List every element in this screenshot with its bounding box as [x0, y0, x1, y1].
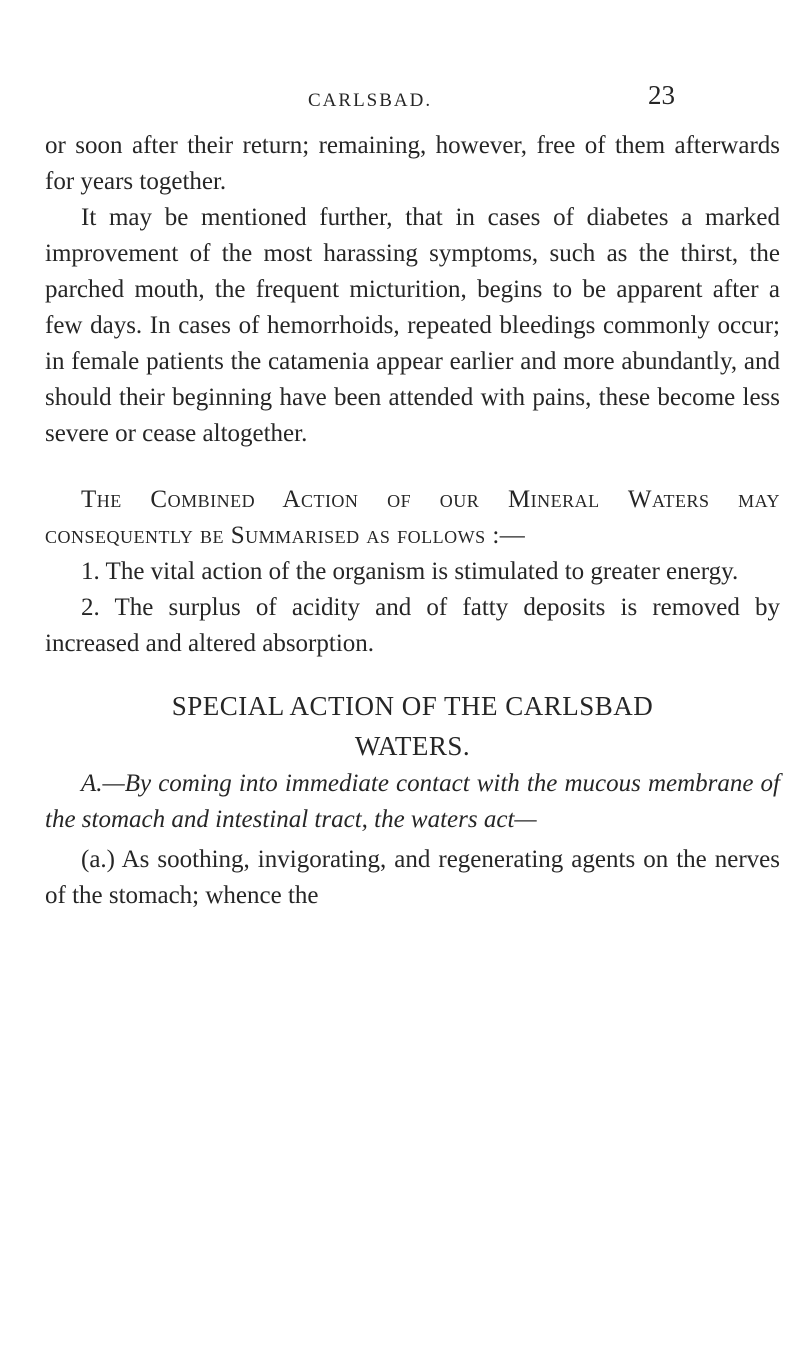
paragraph-a-sub: (a.) As soothing, invigorating, and regenerating agents on the nerves of the stomach; whence the: [45, 846, 780, 909]
list-item-2: 2. The surplus of acidity and of fatty deposits is removed by increased and altered absorption.: [45, 594, 780, 657]
special-heading-line-2: WATERS.: [354, 731, 471, 761]
special-heading-line-1: SPECIAL ACTION OF THE CARLSBAD: [171, 691, 654, 721]
section-heading-special-action: [45, 686, 780, 766]
paragraph-a: A.—By coming into immediate contact with the mucous membrane of the stomach and intestinal tract, the waters act—: [45, 770, 780, 833]
page-number: 23: [648, 80, 675, 110]
running-title: CARLSBAD.: [308, 90, 433, 111]
section-heading-combined-action: The Combined Action of our Mineral Waters may consequently be Summarised as follows :—: [45, 486, 780, 549]
running-head: [0, 80, 800, 116]
list-item-1: 1. The vital action of the organism is stimulated to greater energy.: [81, 558, 739, 585]
paragraph-diabetes: It may be mentioned further, that in cases of diabetes a marked improvement of the most harassing symptoms, such as the thirst, the parched mouth, the frequent micturition, begins to be apparent after a few days. In cases of hemorrhoids, repeated bleedings commonly occur; in female patients the catamenia appear earlier and more abundantly, and should their beginning have been attended with pains, these become less severe or cease altogether.: [45, 204, 780, 447]
paragraph-continuation: or soon after their return; remaining, however, free of them afterwards for years together.: [45, 132, 780, 195]
body-text: [45, 128, 780, 914]
